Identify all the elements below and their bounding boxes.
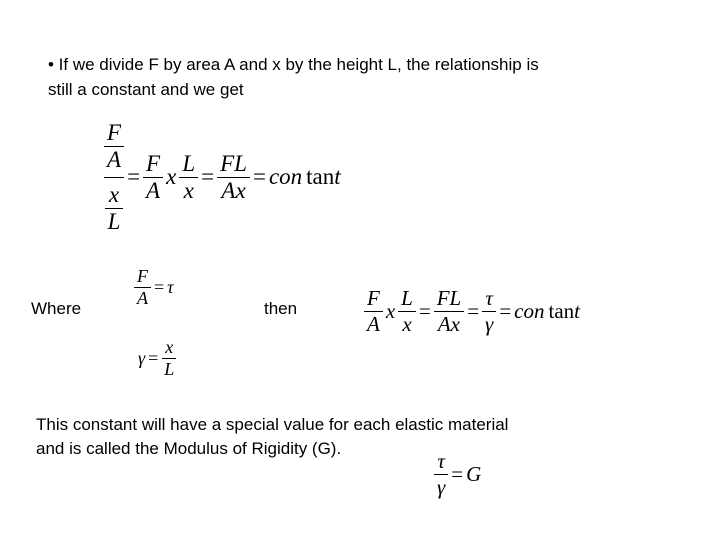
eq3-tau: τ — [434, 449, 448, 475]
fraction-FL-over-Ax-2 — [434, 286, 465, 337]
eq1-x3: x — [183, 177, 194, 203]
eq2-Ax: Ax — [437, 312, 461, 336]
definition-shear-stress — [134, 266, 174, 309]
definition-shear-strain — [138, 337, 177, 380]
intro-line-2: still a constant and we get — [48, 80, 244, 99]
intro-line-1: • If we divide F by area A and x by the height L, the relationship is — [48, 55, 539, 74]
def-gamma: γ — [138, 348, 146, 368]
equals-sign: = — [418, 299, 431, 323]
eq2-x2: x — [402, 312, 412, 336]
eq1-F: F — [104, 120, 124, 147]
equation-then — [364, 286, 580, 337]
fraction-F-over-A-def — [134, 266, 151, 309]
eq1-A2: A — [146, 177, 161, 203]
equals-sign: = — [127, 164, 141, 189]
equals-sign: = — [451, 462, 464, 486]
equals-sign: = — [201, 164, 215, 189]
main-fraction-bar — [104, 177, 124, 178]
equals-sign: = — [148, 348, 159, 368]
eq2-gamma: γ — [485, 312, 494, 336]
equals-sign: = — [252, 164, 266, 189]
fraction-L-over-x — [179, 151, 198, 204]
eq1-t: t — [334, 164, 341, 189]
def-L: L — [164, 359, 175, 379]
eq2-A: A — [367, 312, 380, 336]
then-label: then — [264, 299, 298, 318]
equals-sign: = — [499, 299, 512, 323]
equation-main — [104, 112, 341, 242]
eq3-G: G — [466, 462, 482, 486]
eq2-tau: τ — [482, 286, 496, 312]
eq1-F2: F — [143, 151, 163, 178]
eq1-L: L — [107, 208, 121, 234]
fraction-F-over-A-3 — [364, 286, 383, 337]
eq1-times-x: x — [166, 164, 177, 189]
eq2-L: L — [398, 286, 416, 312]
fraction-x-over-L-def — [161, 337, 177, 380]
eq1-tan: tan — [306, 164, 335, 189]
eq1-x: x — [105, 182, 124, 209]
fraction-tau-over-gamma — [482, 286, 496, 337]
where-label: Where — [31, 299, 82, 318]
def-tau: τ — [167, 277, 174, 297]
fraction-FL-over-Ax — [217, 151, 250, 204]
eq2-t: t — [574, 299, 580, 323]
def-A: A — [137, 288, 148, 308]
eq1-Ax: Ax — [221, 177, 246, 203]
fraction-L-over-x-2 — [398, 286, 416, 337]
stacked-fraction — [104, 120, 124, 235]
eq3-gamma: γ — [437, 475, 446, 499]
eq2-tan: tan — [548, 299, 575, 323]
conclusion-line-1: This constant will have a special value for each elastic material — [36, 415, 509, 434]
eq2-times-x: x — [385, 299, 396, 323]
eq2-FL: FL — [434, 286, 465, 312]
eq1-L2: L — [179, 151, 198, 178]
def-x: x — [162, 337, 176, 359]
eq2-F: F — [364, 286, 383, 312]
fraction-F-over-A-2 — [143, 151, 163, 204]
fraction-F-over-A — [104, 120, 124, 173]
fraction-x-over-L — [105, 182, 124, 235]
equals-sign: = — [467, 299, 480, 323]
equals-sign: = — [154, 277, 165, 297]
def-F: F — [134, 266, 151, 288]
eq2-con: con — [514, 299, 545, 323]
conclusion-line-2: and is called the Modulus of Rigidity (G). — [36, 439, 342, 458]
eq1-A: A — [107, 146, 122, 172]
eq1-FL: FL — [217, 151, 250, 178]
eq1-con: con — [268, 164, 303, 189]
fraction-tau-over-gamma-2 — [434, 449, 448, 500]
equation-modulus — [434, 449, 481, 500]
